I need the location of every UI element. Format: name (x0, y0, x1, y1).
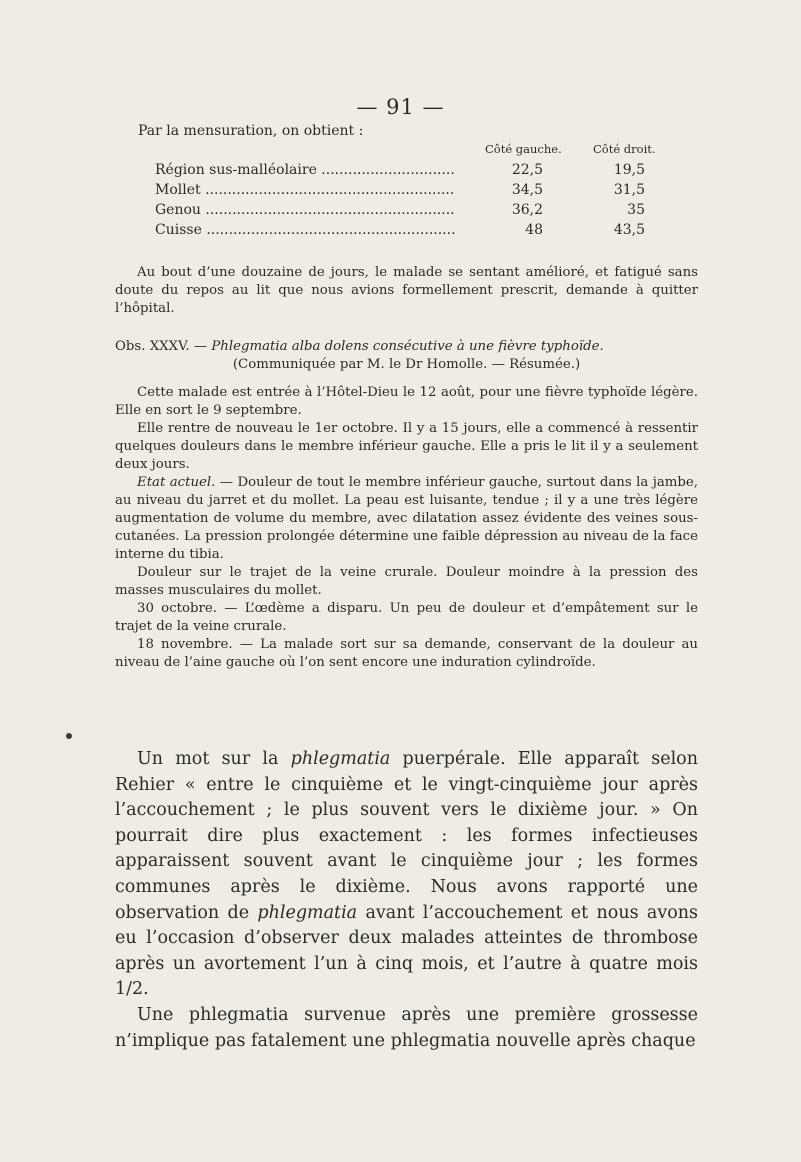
row-left-value: 48 (487, 220, 543, 240)
text-run: Un mot sur la (137, 749, 291, 769)
italic-term: phlegmatia (257, 902, 358, 923)
paragraph: 18 novembre. — La malade sort sur sa demande, conservant de la douleur au niveau de l’aine gauche où l’on sent encore une induration cylindroïde. (115, 637, 698, 670)
printed-dot-mark (66, 733, 72, 739)
paragraph: Au bout d’une douzaine de jours, le malade se sentant amélioré, et fatigué sans doute du repos au lit que nous avions formellement prescrit, demande à quitter l’hôpital. (115, 265, 698, 316)
row-right-value: 35 (627, 202, 645, 218)
observation-title: Phlegmatia alba dolens consécutive à une fièvre typhoïde. (211, 339, 604, 354)
observation-subtitle: (Communiquée par M. le Dr Homolle. — Résumée.) (232, 357, 581, 372)
measurement-intro: Par la mensuration, on obtient : (138, 123, 364, 139)
row-label: Genou ..... (155, 200, 455, 220)
page-number: — 91 — (356, 95, 445, 119)
table-row (155, 160, 675, 180)
header-right-side: Côté droit. (593, 142, 656, 156)
after-table-paragraph (115, 264, 698, 318)
row-right-value: 19,5 (613, 162, 645, 178)
table-row (155, 200, 675, 220)
paragraph: Cette malade est entrée à l’Hôtel-Dieu le 12 août, pour une fièvre typhoïde légère. Elle en sort le 9 septembre. (115, 385, 698, 418)
text-run: puerpérale. Elle apparaît selon Rehier « entre le cinquième et le vingt-cinquième jour après l’accouchement ; le plus souvent vers le dixième jour. » On pourrait dire plus exactement : les formes infectieuses apparaissent souvent avant le cinquième jour ; les formes communes après le dixième. Nous avons rapporté une observation de (115, 749, 698, 923)
row-left-value: 34,5 (487, 180, 543, 200)
table-row (155, 180, 675, 200)
observation-body (115, 384, 698, 672)
etat-text: — Douleur de tout le membre inférieur gauche, surtout dans la jambe, au niveau du jarret et du mollet. La peau est luisante, tendue ; il y a une très légère augmentation de volume du membre, avec dilatation assez évidente des veines sous-cutanées. La pression prolongée détermine une faible dépression au niveau de la face interne du tibia. (115, 475, 698, 562)
row-label: Région sus-malléolaire ..... (155, 160, 455, 180)
table-row (155, 220, 675, 240)
text-run: avant l’accouchement et nous avons eu l’occasion d’observer deux malades atteintes de thrombose après un avortement l’un à cinq mois, et l’autre à quatre mois 1/2. (115, 902, 698, 1000)
main-text (115, 747, 698, 1054)
observation-label: Obs. XXXV. (115, 339, 190, 354)
row-label: Mollet ..... (155, 180, 455, 200)
row-left-value: 36,2 (487, 200, 543, 220)
paragraph (115, 747, 698, 1003)
paragraph: Une phlegmatia survenue après une première grossesse n’implique pas fatalement une phlegmatia nouvelle après chaque (115, 1004, 698, 1051)
observation-title-line: Obs. XXXV. — Phlegmatia alba dolens consécutive à une fièvre typhoïde. (115, 339, 604, 354)
italic-term: phlegmatia (290, 749, 391, 769)
row-label: Cuisse ..... (155, 220, 455, 240)
measurement-table (155, 142, 675, 240)
paragraph-etat-actuel (115, 474, 698, 564)
row-right-value: 43,5 (613, 222, 645, 238)
paragraph: Elle rentre de nouveau le 1er octobre. Il y a 15 jours, elle a commencé à ressentir quelques douleurs dans le membre inférieur gauche. Elle a pris le lit il y a seulement deux jours. (115, 421, 698, 472)
etat-label: Etat actuel. (137, 475, 216, 490)
paragraph: 30 octobre. — L’œdème a disparu. Un peu de douleur et d’empâtement sur le trajet de la veine crurale. (115, 601, 698, 634)
paragraph: Douleur sur le trajet de la veine crurale. Douleur moindre à la pression des masses musculaires du mollet. (115, 565, 698, 598)
observation-heading (115, 338, 698, 374)
row-left-value: 22,5 (487, 160, 543, 180)
table-header (155, 142, 675, 160)
header-left-side: Côté gauche. (485, 142, 562, 156)
row-right-value: 31,5 (613, 182, 645, 198)
